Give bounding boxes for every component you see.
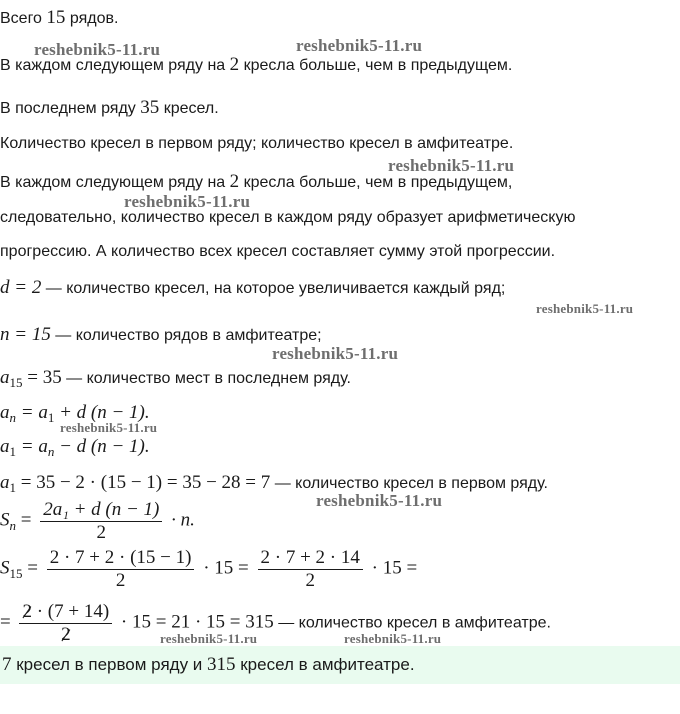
formula-a1-calc: $a_1 = 35 - 2 \cdot (15 - 1) = 35 - 28 = 7$ — количество кресел в первом ряду. — [0, 472, 548, 495]
fraction: $\frac{2 \cdot (7 + 14)}{2}$ — [19, 602, 112, 645]
formula-a15: $a_{15} = 35$ — количество мест в последнем ряду. — [0, 367, 351, 390]
formula-a1: $a_1 = a_n - d$ (n − 1). — [0, 436, 150, 459]
text-reasoning-1: В каждом следующем ряду на 2 кресла больше, чем в предыдущем, — [0, 171, 513, 192]
formula-n: n = 15 — количество рядов в амфитеатре; — [0, 324, 322, 345]
formula-an: $a_n = a_1 + d$ (n − 1). — [0, 402, 150, 425]
text-reasoning-2: следовательно, количество кресел в каждом ряду образует арифметическую — [0, 209, 576, 226]
answer-text: 7 кресел в первом ряду и 315 кресел в амфитеатре. — [2, 654, 415, 675]
fraction: $\frac{2 \cdot 7 + 2 \cdot (15 - 1)}{2}$ — [47, 548, 195, 591]
text-reasoning-3: прогрессию. А количество всех кресел составляет сумму этой прогрессии. — [0, 243, 556, 260]
answer-box — [0, 646, 680, 684]
watermark: reshebnik5-11.ru — [316, 491, 443, 510]
formula-s15: $S_{15}$ = $\frac{2 \cdot 7 + 2 \cdot (15 - 1)}{2}$ · 15 = $\frac{2 \cdot 7 + 2 \cdot 14}{2}$ · 15 = — [0, 547, 418, 591]
fraction: $\frac{\text{2a₁ + d (n − 1)}}{2}$ — [40, 500, 162, 543]
text-step-condition: В каждом следующем ряду на 2 кресла больше, чем в предыдущем. — [0, 54, 513, 75]
formula-sn: $S_n$ = $\frac{\text{2a₁ + d (n − 1)}}{2}$ · n. — [0, 499, 195, 543]
watermark: reshebnik5-11.ru — [388, 156, 515, 175]
text-unknowns: Количество кресел в первом ряду; количество кресел в амфитеатре. — [0, 135, 514, 152]
text-rows-count: Всего 15 рядов. — [0, 7, 119, 28]
watermark: reshebnik5-11.ru — [124, 192, 251, 211]
formula-s15-result: = $\frac{2 \cdot (7 + 14)}{2}$ · 15 = 21 · 15 = 315 — количество кресел в амфитеатре. — [0, 601, 551, 645]
fraction: $\frac{2 \cdot 7 + 2 \cdot 14}{2}$ — [258, 548, 363, 591]
watermark: reshebnik5-11.ru — [344, 631, 442, 646]
watermark: reshebnik5-11.ru — [296, 36, 423, 55]
text-last-row: В последнем ряду 35 кресел. — [0, 97, 219, 118]
watermark: reshebnik5-11.ru — [60, 420, 158, 435]
watermark: reshebnik5-11.ru — [160, 631, 258, 646]
watermark: reshebnik5-11.ru — [536, 301, 634, 316]
watermark: reshebnik5-11.ru — [34, 40, 161, 59]
formula-d: d = 2 — количество кресел, на которое увеличивается каждый ряд; — [0, 277, 506, 298]
watermark: reshebnik5-11.ru — [272, 344, 399, 363]
